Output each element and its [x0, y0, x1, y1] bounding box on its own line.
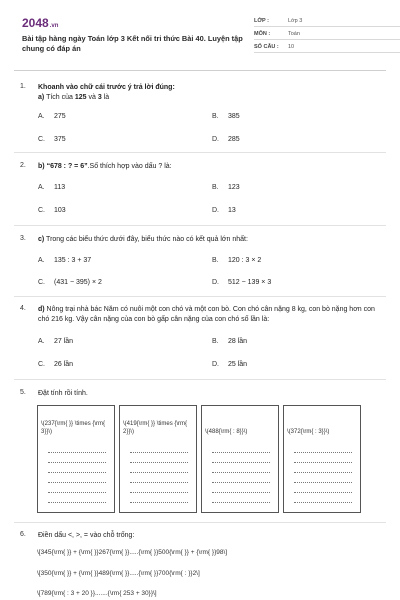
question-number: 5. [20, 389, 26, 396]
header-divider [14, 70, 386, 71]
meta-value: 10 [288, 44, 295, 50]
option-b[interactable]: B. 28 lần [212, 338, 248, 345]
meta-label: LỚP : [254, 18, 269, 24]
question-number: 2. [20, 162, 26, 169]
question-text: d) Nông trại nhà bác Năm có nuôi một con chó và một con bò. Con chó cân nặng 8 kg, con bò nặng hơn con chó 216 kg. Vậy cân nặng của con bò gấp cân nặng của con chó số lần là: [38, 306, 375, 323]
question-number: 4. [20, 305, 26, 312]
calc-expression: \(237{\rm{ }} \times {\rm{ 3}}\) [41, 421, 106, 435]
question-text [38, 83, 378, 103]
calc-expression: \(488{\rm{ : 8}}\) [205, 429, 248, 435]
question-separator [14, 225, 386, 226]
comparison-line[interactable]: \[789{\rm{ : 3 + 20 }}.......{\rm{ 253 + 30}}\] [37, 590, 157, 597]
meta-value: Toán [288, 31, 300, 37]
question-4 [20, 305, 382, 377]
question-intro: Khoanh vào chữ cái trước ý trả lời đúng: [38, 84, 175, 91]
comparison-line[interactable]: \[345{\rm{ }} + {\rm{ }}267{\rm{ }}.....{\rm{ }}500{\rm{ }} + {\rm{ }}98\] [37, 549, 228, 556]
calc-expression: \(372{\rm{ : 3}}\) [287, 429, 330, 435]
question-number: 6. [20, 531, 26, 538]
option-d[interactable]: D. 25 lần [212, 361, 248, 368]
meta-value: Lớp 3 [288, 18, 303, 24]
question-separator [14, 152, 386, 153]
question-number: 1. [20, 83, 26, 90]
option-c[interactable]: C. 103 [38, 207, 66, 214]
question-text: b) “678 : ? = 6”.Số thích hợp vào dấu ? là: [38, 163, 172, 170]
comparison-line[interactable]: \[350{\rm{ }} + {\rm{ }}489{\rm{ }}.....{\rm{ }}700{\rm{ : }}2\] [37, 570, 200, 577]
option-a[interactable]: A. 113 [38, 184, 66, 191]
option-b[interactable]: B. 385 [212, 113, 240, 120]
calc-cell[interactable] [37, 405, 115, 513]
site-logo[interactable]: 2048.vn [22, 16, 59, 30]
option-c[interactable]: C. 375 [38, 136, 66, 143]
calc-cell[interactable] [119, 405, 197, 513]
question-text: c) Trong các biểu thức dưới đây, biểu thức nào có kết quả lớn nhất: [38, 236, 248, 243]
option-a[interactable]: A. 27 lần [38, 338, 74, 345]
question-6 [20, 531, 382, 543]
question-text: Điền dấu <, >, = vào chỗ trống: [38, 532, 135, 539]
meta-label: MÔN : [254, 31, 271, 37]
question-separator [14, 522, 386, 523]
question-2 [20, 162, 382, 222]
option-d[interactable]: D. 512 − 139 × 3 [212, 279, 272, 286]
question-part: a) Tích của 125 và 3 là [38, 94, 110, 101]
option-b[interactable]: B. 123 [212, 184, 240, 191]
question-text: Đặt tính rồi tính. [38, 390, 88, 397]
meta-row-count [254, 42, 400, 53]
option-b[interactable]: B. 120 : 3 × 2 [212, 257, 262, 264]
calc-cell[interactable] [283, 405, 361, 513]
question-5 [20, 389, 382, 401]
meta-row-grade [254, 16, 400, 27]
calc-expression: \(419{\rm{ }} \times {\rm{ 2}}\) [123, 421, 188, 435]
calculation-grid [37, 405, 377, 513]
meta-row-subject [254, 29, 400, 40]
question-3 [20, 235, 382, 295]
option-a[interactable]: A. 275 [38, 113, 66, 120]
option-d[interactable]: D. 285 [212, 136, 240, 143]
meta-info [254, 16, 400, 55]
question-separator [14, 296, 386, 297]
question-separator [14, 379, 386, 380]
option-a[interactable]: A. 135 : 3 + 37 [38, 257, 92, 264]
page-title: Bài tập hàng ngày Toán lớp 3 Kết nối tri thức Bài 40. Luyện tập chung có đáp án [22, 34, 243, 53]
header [22, 16, 382, 60]
option-d[interactable]: D. 13 [212, 207, 236, 214]
option-c[interactable]: C. (431 − 395) × 2 [38, 279, 102, 286]
question-number: 3. [20, 235, 26, 242]
option-c[interactable]: C. 26 lần [38, 361, 74, 368]
question-1 [20, 83, 382, 153]
meta-label: SỐ CÂU : [254, 44, 279, 50]
calc-cell[interactable] [201, 405, 279, 513]
